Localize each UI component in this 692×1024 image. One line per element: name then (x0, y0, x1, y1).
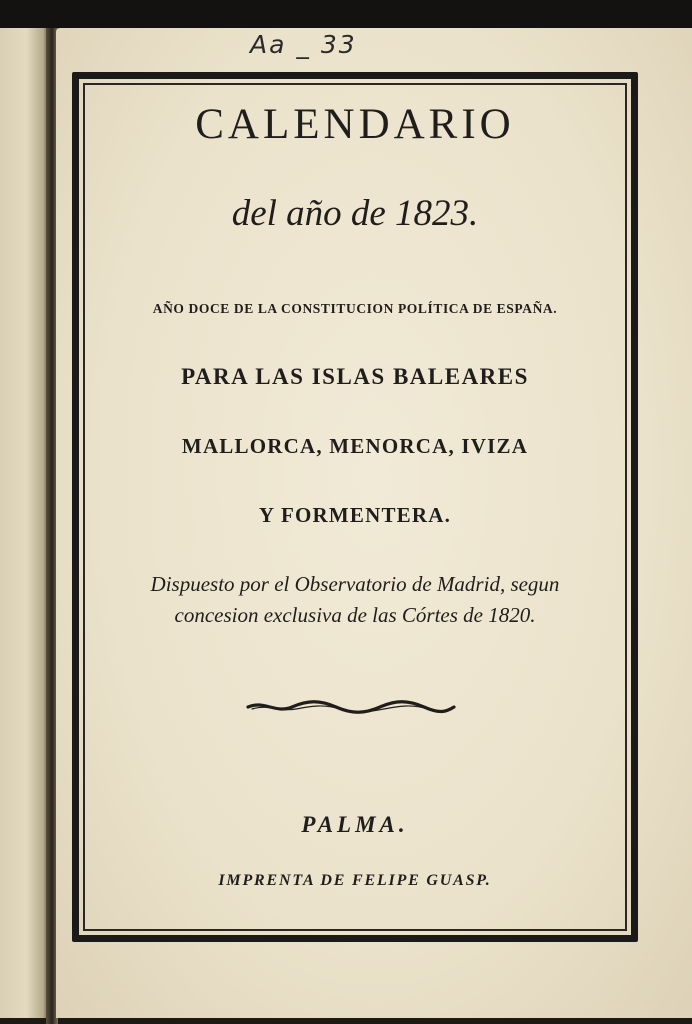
scan-top-edge (0, 0, 692, 30)
page-subtitle: del año de 1823. (231, 193, 479, 234)
ornamental-rule (246, 698, 456, 716)
publisher-line-1: Dispuesto por el Observatorio de Madrid, segun (150, 572, 560, 596)
islands-line: MALLORCA, MENORCA, IVIZA (181, 434, 529, 458)
imprint-city: PALMA. (301, 812, 409, 837)
page-title: CALENDARIO (195, 101, 515, 148)
publisher-line-2: concesion exclusiva de las Córtes de 1820. (174, 603, 536, 627)
imprint-printer: IMPRENTA DE FELIPE GUASP. (218, 872, 492, 889)
handwritten-shelfmark: Aa _ 33 (250, 30, 357, 59)
region-line: PARA LAS ISLAS BALEARES (181, 364, 529, 389)
constitution-line: AÑO DOCE DE LA CONSTITUCION POLÍTICA DE ESPAÑA. (152, 301, 558, 316)
left-page-edge (0, 28, 48, 1018)
islands-line-2: Y FORMENTERA. (258, 503, 452, 527)
